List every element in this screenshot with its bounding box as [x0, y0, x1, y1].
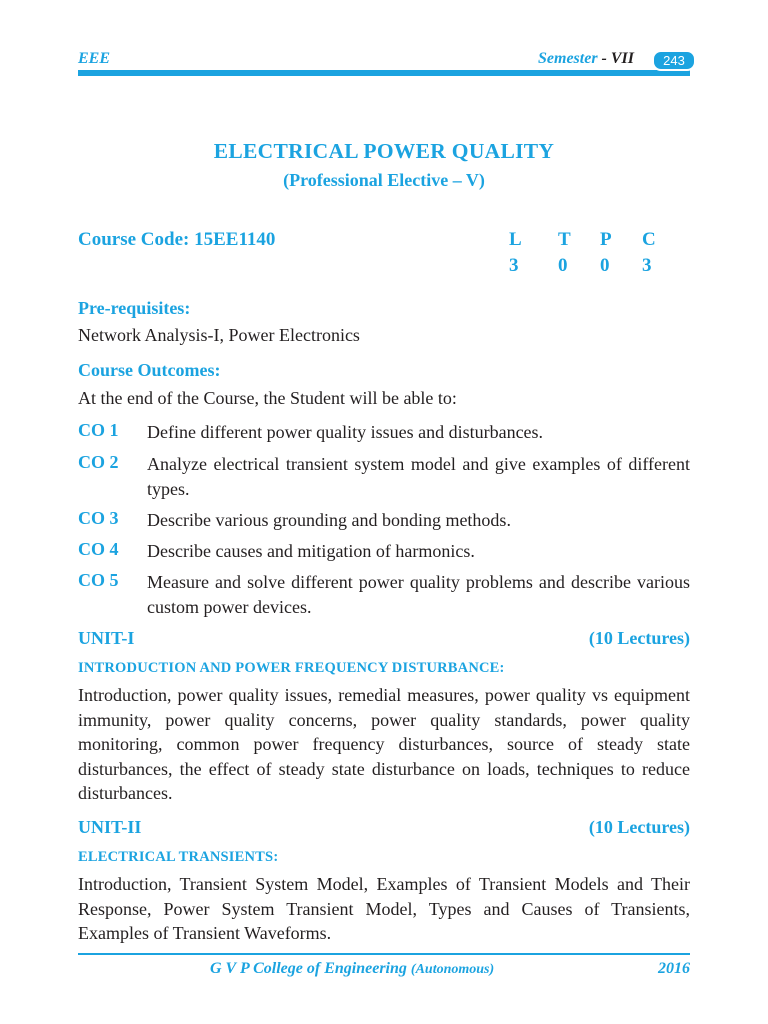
unit-lectures: (10 Lectures) [588, 817, 690, 837]
semester-label: Semester [538, 50, 598, 67]
ltpc-value-t: 0 [558, 255, 568, 276]
unit-1-header [78, 628, 690, 649]
unit-name: UNIT-I [78, 628, 135, 648]
ltpc-value-l: 3 [509, 255, 519, 276]
co-label: CO 1 [78, 420, 119, 440]
outcomes-intro: At the end of the Course, the Student will be able to: [78, 388, 457, 408]
co-text: Describe causes and mitigation of harmonics. [147, 541, 475, 561]
footer-college [210, 960, 494, 978]
unit-1-title: INTRODUCTION AND POWER FREQUENCY DISTURBANCE: [78, 660, 505, 676]
prerequisites-text: Network Analysis-I, Power Electronics [78, 325, 360, 345]
co-text: Measure and solve different power quality problems and describe various custom power devices. [147, 572, 690, 617]
co-label: CO 4 [78, 539, 119, 559]
ltpc-header-l: L [509, 229, 522, 250]
co-label: CO 3 [78, 508, 119, 528]
unit-name: UNIT-II [78, 817, 142, 837]
co-label: CO 5 [78, 570, 119, 590]
co-text: Describe various grounding and bonding methods. [147, 510, 511, 530]
ltpc-header-t: T [558, 229, 571, 250]
page-number-badge: 243 [652, 50, 696, 71]
co-text: Analyze electrical transient system model and give examples of different types. [147, 454, 690, 499]
outcomes-heading: Course Outcomes: [78, 360, 221, 380]
unit-2-body: Introduction, Transient System Model, Examples of Transient Models and Their Response, Power System Transient Model, Types and Causes of Transients, Examples of Transient Waveforms. [78, 874, 690, 943]
unit-2-header [78, 817, 690, 838]
unit-2-title: ELECTRICAL TRANSIENTS: [78, 849, 279, 865]
course-title: ELECTRICAL POWER QUALITY [213, 139, 555, 163]
ltpc-value-c: 3 [642, 255, 652, 276]
ltpc-header-p: P [600, 229, 612, 250]
header-rule [78, 70, 690, 76]
prerequisites-heading: Pre-requisites: [78, 298, 191, 318]
college-name: G V P College of Engineering [210, 960, 407, 977]
semester-sep: - [597, 50, 611, 67]
header-semester [538, 50, 634, 68]
co-text: Define different power quality issues and disturbances. [147, 422, 544, 442]
co-label: CO 2 [78, 452, 119, 472]
ltpc-value-p: 0 [600, 255, 610, 276]
semester-value: VII [610, 50, 634, 67]
unit-1-body: Introduction, power quality issues, remedial measures, power quality vs equipment immunity, power quality concerns, power quality standards, power quality monitoring, common power frequency disturbances, source of steady state disturbances, the effect of steady state disturbance on loads, techniques to reduce disturbances. [78, 685, 690, 803]
header-dept: EEE [78, 50, 111, 67]
footer-year: 2016 [658, 960, 690, 977]
course-code: Course Code: 15EE1140 [78, 229, 276, 250]
college-autonomous: (Autonomous) [410, 962, 495, 977]
footer-rule [78, 953, 690, 955]
unit-lectures: (10 Lectures) [588, 628, 690, 648]
ltpc-header-c: C [642, 229, 656, 250]
course-subtitle: (Professional Elective – V) [283, 170, 485, 190]
